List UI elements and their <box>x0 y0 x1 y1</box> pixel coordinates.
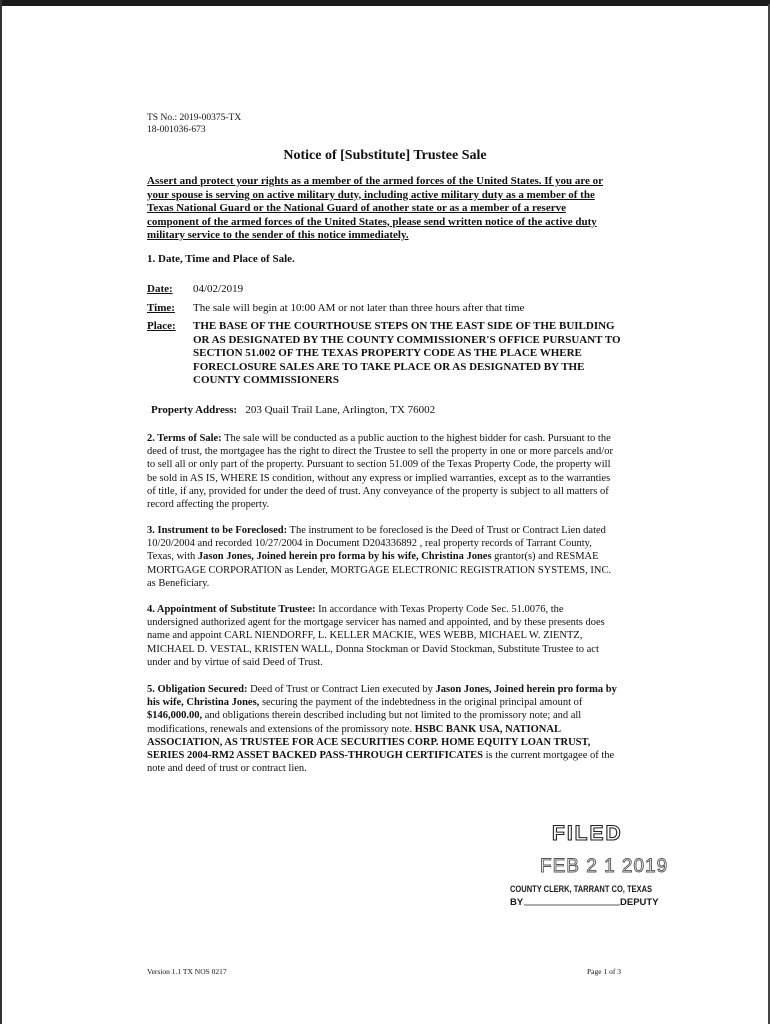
time-value: The sale will begin at 10:00 AM or not later than three hours after that time <box>193 301 525 314</box>
date-row <box>147 283 622 297</box>
time-label: Time: <box>147 301 175 314</box>
section-2-heading: 2. Terms of Sale: <box>147 433 222 444</box>
filed-stamp-by: BY <box>510 897 524 908</box>
section-4-appointment <box>147 603 617 669</box>
place-value: THE BASE OF THE COURTHOUSE STEPS ON THE EAST SIDE OF THE BUILDING OR AS DESIGNATED BY THE COUNTY COMMISSIONER'S OFFICE PURSUANT TO SECTION 51.002 OF THE TEXAS PROPERTY CODE AS THE PLACE WHERE FORECLOSURE SALES ARE TO TAKE PLACE OR AS DESIGNATED BY THE COUNTY COMMISSIONERS <box>193 320 621 386</box>
section-4-heading: 4. Appointment of Substitute Trustee: <box>147 604 316 615</box>
footer-page-number: Page 1 of 3 <box>587 967 621 976</box>
date-label: Date: <box>147 283 173 295</box>
property-address-label: Property Address: <box>151 404 238 416</box>
filed-stamp-title: FILED <box>552 822 623 845</box>
section-3-instrument <box>147 524 617 590</box>
section-5-grantor: Jason Jones, Joined herein pro forma by his wife, Christina Jones, <box>147 684 617 709</box>
ts-number: TS No.: 2019-00375-TX <box>147 113 242 123</box>
section-1-heading: 1. Date, Time and Place of Sale. <box>147 253 295 265</box>
section-5-text-b: securing the payment of the indebtedness in the original principal amount of <box>261 697 583 709</box>
ts-number-block <box>147 112 241 136</box>
filed-stamp-date: FEB 2 1 2019 <box>540 856 669 877</box>
section-3-grantor: Jason Jones, Joined herein pro forma by his wife, Christina Jones <box>197 551 492 563</box>
filed-stamp-county: COUNTY CLERK, TARRANT CO, TEXAS <box>510 884 652 895</box>
document-title: Notice of [Substitute] Trustee Sale <box>283 148 487 163</box>
time-row <box>147 302 622 316</box>
section-5-text-d: is the current mortgagee of the note and deed of trust or contract lien. <box>147 750 615 775</box>
place-row <box>147 320 622 388</box>
section-5-obligation <box>147 683 617 775</box>
section-2-text: The sale will be conducted as a public auction to the highest bidder for cash. Pursuant to the deed of trust, the mortgagee has the right to direct the Trustee to sell the property in one or more parcels and/or to sell all or only part of the property. Pursuant to section 51.009 of the Texas Property Code, the property will be sold in AS IS, WHERE IS condition, without any express or implied warranties, except as to the warranties of title, if any, provided for under the deed of trust. Any conveyance of the property is subject to all matters of record affecting the property. <box>147 433 613 511</box>
section-5-text-a: Deed of Trust or Contract Lien executed by <box>250 684 433 695</box>
section-3-heading: 3. Instrument to be Foreclosed: <box>147 525 288 536</box>
place-label: Place: <box>147 320 176 332</box>
military-notice: Assert and protect your rights as a member of the armed forces of the United States. If you are or your spouse is serving on active military duty, including active military duty as a member of the Texas National Guard or the National Guard of another state or as a member of a reserve component of the armed forces of the United States, please send written notice of the active duty military service to the sender of this notice immediately. <box>147 175 604 241</box>
section-3-text-a: The instrument to be foreclosed is the Deed of Trust or Contract Lien dated 10/20/2004 and recorded 10/27/2004 in Document D204336892 , real property records of Tarrant County, Texas, with <box>147 525 606 563</box>
date-value: 04/02/2019 <box>193 283 244 295</box>
section-5-amount: $146,000.00, <box>147 710 203 722</box>
scan-top-edge <box>0 0 770 6</box>
file-number: 18-001036-673 <box>147 125 206 135</box>
filed-stamp-deputy: DEPUTY <box>620 897 659 908</box>
footer-version: Version 1.1 TX NOS 0217 <box>147 967 227 976</box>
filed-stamp <box>508 818 669 908</box>
section-5-text-c: and obligations therein described including but not limited to the promissory note; and all modifications, renewals and extensions of the promissory note. <box>147 710 582 735</box>
property-address-value: 203 Quail Trail Lane, Arlington, TX 76002 <box>245 404 436 416</box>
section-4-text: In accordance with Texas Property Code Sec. 51.0076, the undersigned authorized agent for the mortgage servicer has named and appointed, and by these presents does name and appoint CARL NIENDORFF, L. KELLER MACKIE, WES WEBB, MICHAEL W. ZIENTZ, MICHAEL D. VESTAL, KRISTEN WALL, Donna Stockman or David Stockman, Substitute Trustee to act under and by virtue of said Deed of Trust. <box>147 604 605 668</box>
section-5-mortgagee: HSBC BANK USA, NATIONAL ASSOCIATION, AS TRUSTEE FOR ACE SECURITIES CORP. HOME EQUITY LOAN TRUST, SERIES 2004-RM2 ASSET BACKED PASS-THROUGH CERTIFICATES <box>147 723 591 762</box>
section-3-text-b: grantor(s) and RESMAE MORTGAGE CORPORATION as Lender, MORTGAGE ELECTRONIC REGISTRATION SYSTEMS, INC. as Beneficiary. <box>147 551 612 589</box>
date-time-place <box>147 283 622 393</box>
section-5-heading: 5. Obligation Secured: <box>147 684 248 695</box>
section-2-terms <box>147 432 617 511</box>
property-address <box>151 404 435 416</box>
